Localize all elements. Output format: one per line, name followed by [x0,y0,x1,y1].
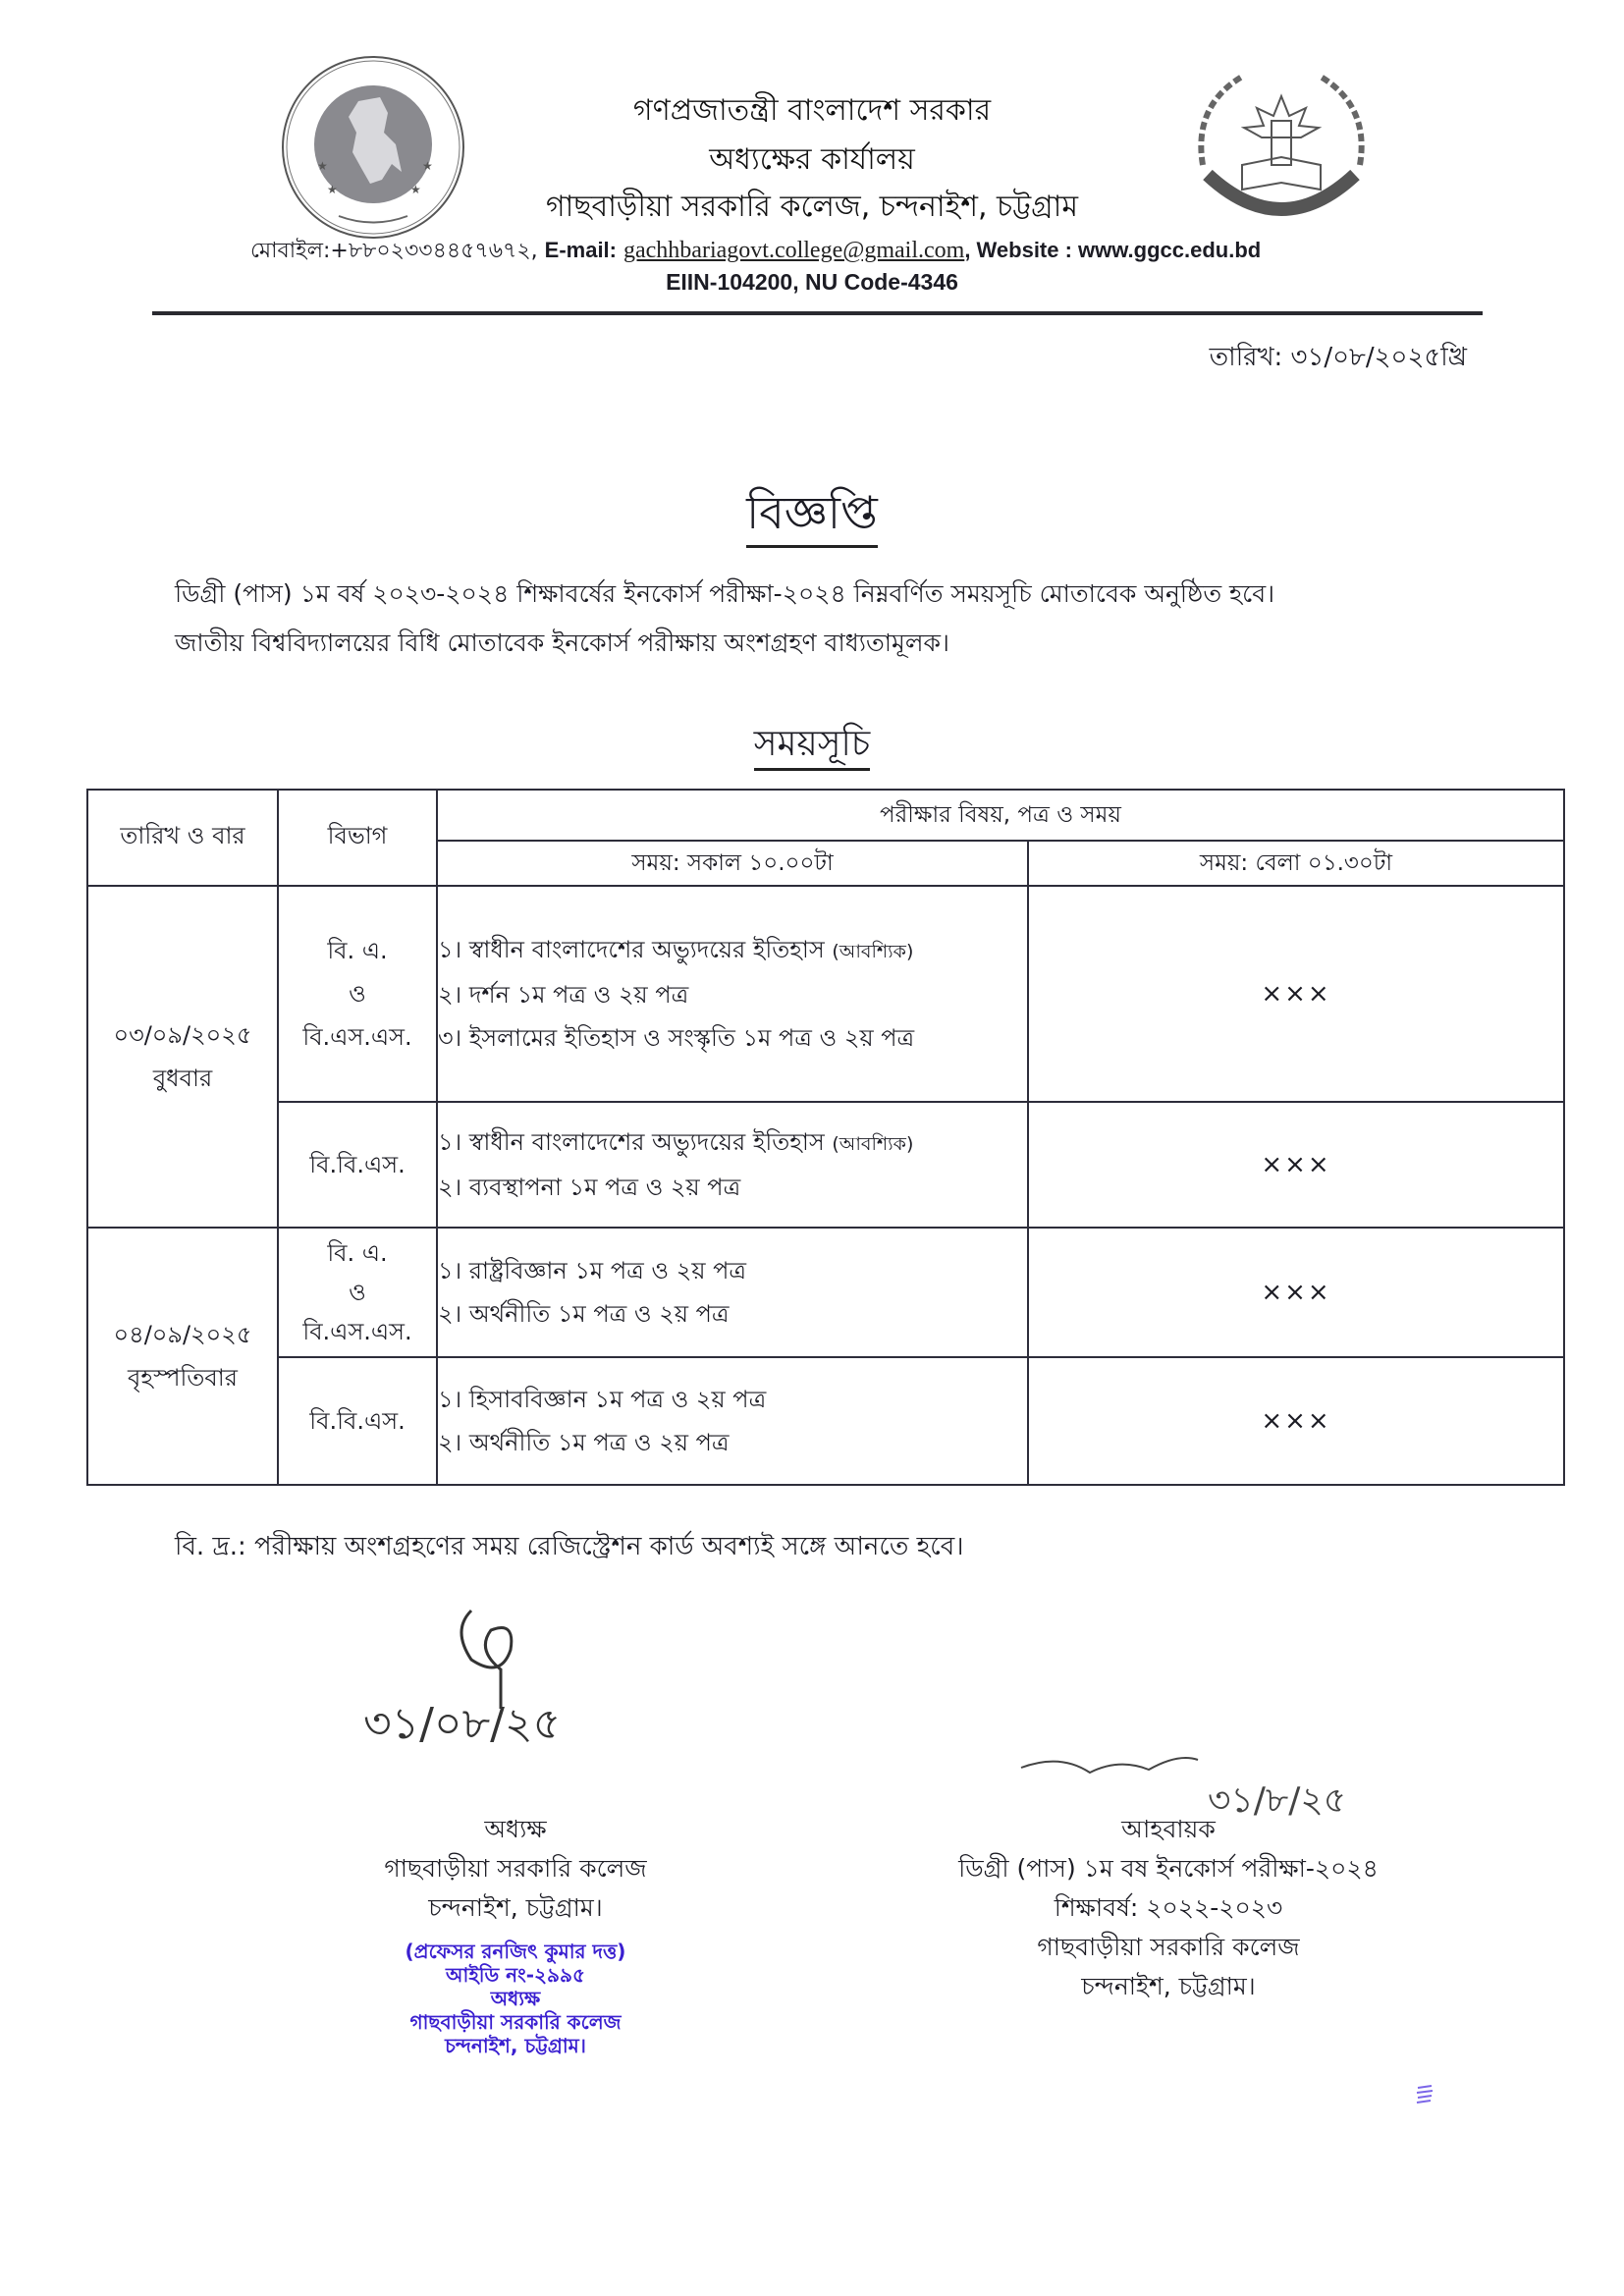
department-name: বি. এ. [327,1239,388,1267]
exam-weekday: বুধবার [152,1065,213,1092]
afternoon-cell: ××× [1028,1357,1564,1485]
table-row [87,1357,1564,1485]
header-department: বিভাগ [278,790,437,886]
svg-text:★: ★ [317,159,328,173]
contact-line [250,234,1261,270]
notice-paragraph-line: ডিগ্রী (পাস) ১ম বর্ষ ২০২৩-২০২৪ শিক্ষাবর্ষের ইনকোর্স পরীক্ষা-২০২৪ নিম্নবর্ণিত সময়সূচি মোতাবেক অনুষ্ঠিত হবে। [175,579,1275,608]
institution-codes: EIIN-104200, NU Code-4346 [666,269,958,295]
afternoon-cell: ××× [1028,1102,1564,1228]
website-label: , Website : www.ggcc.edu.bd [964,238,1262,262]
mobile-number: মোবাইল:+৮৮০২৩৩৪৪৫৭৬৭২, [250,239,538,263]
date-cell [87,1228,278,1485]
convener-title: আহবায়ক [1121,1815,1216,1843]
stamp-line: গাছবাড়ীয়া সরকারি কলেজ [409,2010,622,2034]
department-cell [278,1357,437,1485]
schedule-title: সময়সূচি [754,724,871,771]
header-divider [152,311,1483,315]
department-name: বি.এস.এস. [302,1023,412,1051]
schedule-table [86,789,1565,1486]
stamp-line: চন্দনাইশ, চট্টগ্রাম। [445,2034,586,2057]
department-name: বি. এ. [327,937,388,964]
header-subject-group: পরীক্ষার বিষয়, পত্র ও সময় [437,790,1564,841]
department-name: বি.বি.এস. [309,1151,406,1178]
principal-stamp [324,1940,707,2057]
convener-location: চন্দনাইশ, চট্টগ্রাম। [1081,1972,1256,2000]
subjects-cell [437,886,1028,1102]
department-cell [278,1228,437,1357]
subject-item: ২। অর্থনীতি ১ম পত্র ও ২য় পত্র [438,1300,730,1328]
schedule-title-wrap [0,717,1624,776]
ink-mark-icon [1414,2082,1437,2109]
government-name: গণপ্রজাতন্ত্রী বাংলাদেশ সরকার [632,93,992,128]
convener-handwritten-date: ৩১/৮/২৫ [1208,1780,1347,1821]
principal-signature-icon [353,1591,648,1777]
afternoon-cell: ××× [1028,886,1564,1102]
header-morning-time: সময়: সকাল ১০.০০টা [437,841,1028,886]
notice-paragraph [175,570,1490,668]
exam-date: ০৩/০৯/২০২৫ [113,1021,252,1049]
convener-session: শিক্ষাবর্ষ: ২০২২-২০২৩ [1054,1893,1283,1922]
principal-location: চন্দনাইশ, চট্টগ্রাম। [428,1893,603,1922]
principal-title: অধ্যক্ষ [484,1815,547,1843]
table-header-row [87,790,1564,841]
svg-text:★: ★ [422,159,433,173]
subject-item: ২। অর্থনীতি ১ম পত্র ও ২য় পত্র [438,1429,730,1456]
notice-title: বিজ্ঞপ্তি [746,486,878,548]
principal-org: গাছবাড়ীয়া সরকারি কলেজ [384,1854,647,1883]
subjects-cell [437,1357,1028,1485]
exam-date: ০৪/০৯/২০২৫ [113,1321,252,1348]
office-name: অধ্যক্ষের কার্যালয় [709,142,915,177]
department-conjunction: ও [349,980,366,1008]
convener-signature-block [864,1810,1473,2006]
subject-item: ১। হিসাববিজ্ঞান ১ম পত্র ও ২য় পত্র [438,1386,767,1413]
stamp-line: (প্রফেসর রনজিৎ কুমার দত্ত) [405,1940,626,1963]
stamp-line: আইডি নং-২৯৯৫ [446,1963,585,1987]
convener-exam: ডিগ্রী (পাস) ১ম বষ ইনকোর্স পরীক্ষা-২০২৪ [958,1854,1379,1883]
date-cell [87,886,278,1228]
subject-item: ২। ব্যবস্থাপনা ১ম পত্র ও ২য় পত্র [438,1174,741,1201]
subject-item: ১। রাষ্ট্রবিজ্ঞান ১ম পত্র ও ২য় পত্র [438,1257,747,1285]
subject-item: ৩। ইসলামের ইতিহাস ও সংস্কৃতি ১ম পত্র ও ২য় পত্র [438,1024,915,1052]
subject-item: ২। দর্শন ১ম পত্র ও ২য় পত্র [438,981,689,1009]
svg-text:★: ★ [327,183,338,196]
convener-org: গাছবাড়ীয়া সরকারি কলেজ [1037,1933,1300,1961]
note-bene: বি. দ্র.: পরীক্ষায় অংশগ্রহণের সময় রেজিস্ট্রেশন কার্ড অবশ্যই সঙ্গে আনতে হবে। [175,1532,964,1561]
notice-date: তারিখ: ৩১/০৮/২০২৫খ্রি [1209,343,1467,372]
subject-item: ১। স্বাধীন বাংলাদেশের অভ্যুদয়ের ইতিহাস (আবশ্যিক) [438,936,914,963]
table-row [87,886,1564,1102]
subject-item: ১। স্বাধীন বাংলাদেশের অভ্যুদয়ের ইতিহাস (আবশ্যিক) [438,1128,914,1156]
college-name: গাছবাড়ীয়া সরকারি কলেজ, চন্দনাইশ, চট্টগ্রাম [545,190,1078,224]
subjects-cell [437,1102,1028,1228]
email-link[interactable]: gachhbariagovt.college@gmail.com [623,238,965,263]
notice-paragraph-line: জাতীয় বিশ্ববিদ্যালয়ের বিধি মোতাবেক ইনকোর্স পরীক্ষায় অংশগ্রহণ বাধ্যতামূলক। [175,629,949,657]
department-name: বি.বি.এস. [309,1407,406,1435]
afternoon-cell: ××× [1028,1228,1564,1357]
principal-signature-block [295,1810,736,1928]
table-row [87,1228,1564,1357]
department-cell [278,886,437,1102]
stamp-line: অধ্যক্ষ [490,1987,541,2010]
notice-title-wrap [0,479,1624,554]
department-conjunction: ও [349,1279,366,1306]
svg-text:★: ★ [410,183,421,196]
header-date-day: তারিখ ও বার [87,790,278,886]
email-label: E-mail: [544,238,617,262]
header-afternoon-time: সময়: বেলা ০১.৩০টা [1028,841,1564,886]
subjects-cell [437,1228,1028,1357]
exam-weekday: বৃহস্পতিবার [128,1364,238,1392]
table-row [87,1102,1564,1228]
department-name: বি.এস.এস. [302,1318,412,1345]
principal-handwritten-date: ৩১/০৮/২৫ [363,1699,562,1749]
department-cell [278,1102,437,1228]
